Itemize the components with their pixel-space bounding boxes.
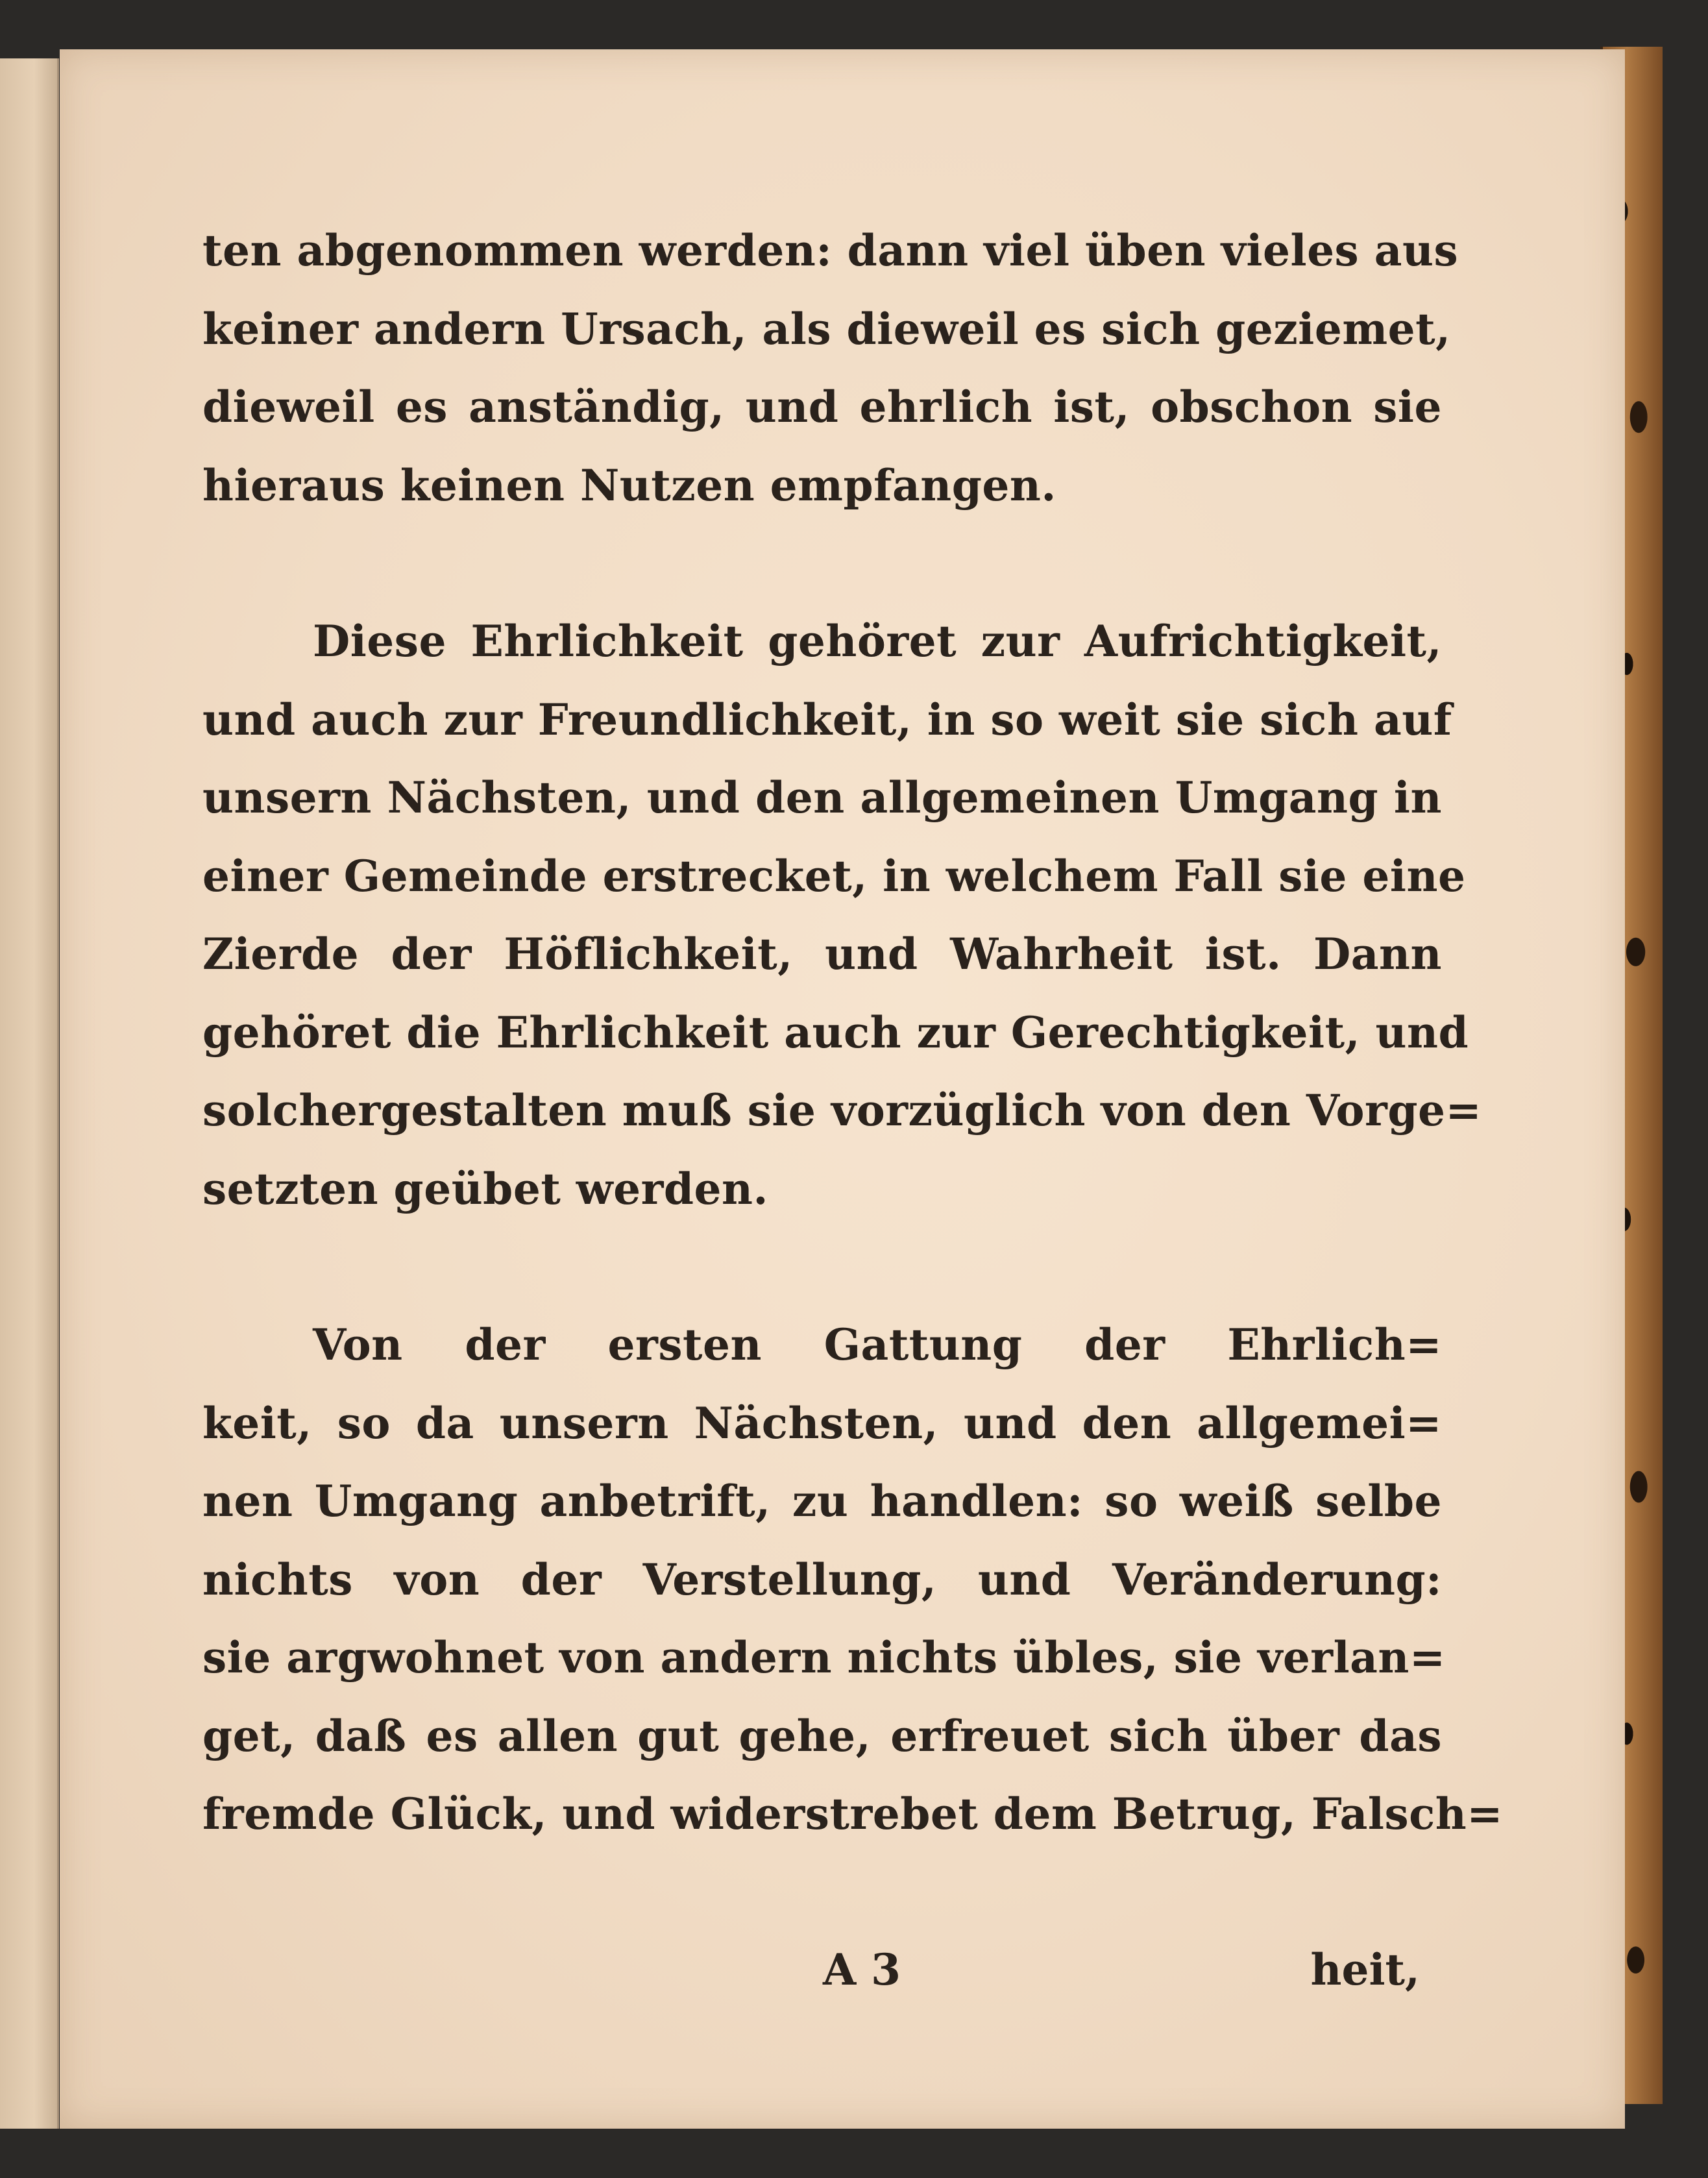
signature-mark: A 3 [823,1944,901,1995]
page-footer [823,1944,1420,2016]
book-page [60,49,1625,2129]
text-line: einer Gemeinde erstrecket, in welchem Fall sie eine [202,850,1466,901]
paragraph-1 [202,212,1459,524]
text-line: keit, so da unsern Nächsten, und den allgemei= [202,1397,1442,1449]
text-line: hieraus keinen Nutzen empfangen. [202,459,1056,511]
text-line: Zierde der Höflichkeit, und Wahrheit ist. Dann [202,929,1442,979]
facing-page-edge [0,58,59,2129]
text-line: gehöret die Ehrlichkeit auch zur Gerechtigkeit, und [202,1007,1469,1058]
paragraph-3 [202,1306,1504,1854]
text-line: Diese Ehrlichkeit gehöret zur Aufrichtigkeit, [313,616,1442,667]
text-line: get, daß es allen gut gehe, erfreuet sich über das [202,1710,1442,1761]
text-line: nen Umgang anbetrift, zu handlen: so weiß selbe [202,1476,1442,1526]
text-line: solchergestalten muß sie vorzüglich von den Vorge= [202,1085,1482,1136]
text-line: keiner andern Ursach, als dieweil es sich geziemet, [202,303,1451,354]
paragraph-2 [202,602,1482,1228]
text-line: unsern Nächsten, und den allgemeinen Umgang in [202,772,1442,823]
text-line: Von der ersten Gattung der Ehrlich= [313,1319,1442,1370]
text-line: sie argwohnet von andern nichts übles, sie verlan= [202,1632,1446,1683]
catchword: heit, [1310,1944,1420,1995]
text-line: setzten geübet werden. [202,1163,768,1214]
text-line: dieweil es anständig, und ehrlich ist, obschon sie [202,382,1442,432]
text-line: und auch zur Freundlichkeit, in so weit sie sich auf [202,694,1452,745]
text-line: nichts von der Verstellung, und Veränderung: [202,1554,1442,1605]
text-line: fremde Glück, und widerstrebet dem Betrug, Falsch= [202,1789,1504,1839]
text-line: ten abgenommen werden: dann viel üben vieles aus [202,225,1459,276]
page-text [202,212,1504,1854]
